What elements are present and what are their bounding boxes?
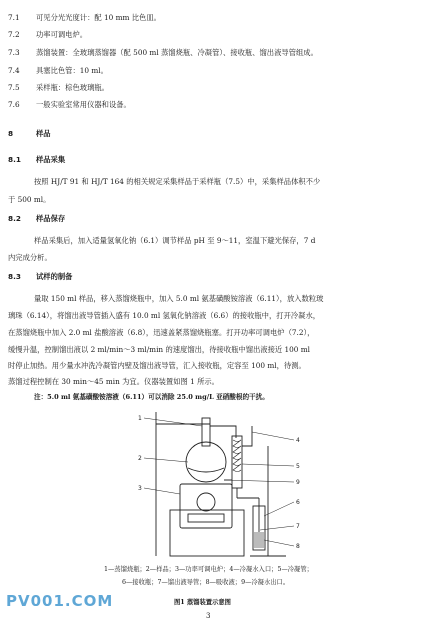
paragraph-8-3-line: 时停止加热。用少量水冲洗冷凝管内壁及馏出液导管，汇入接收瓶，定容至 100 ml，待测。 (8, 361, 306, 370)
section-8-3-heading: 8.3 试样的制备 (8, 272, 73, 281)
diagram-label-8: 8 (296, 543, 300, 550)
paragraph-8-2-line: 样品采集后，加入适量氢氧化钠（6.1）调节样品 pH 至 9～11，室温下避光保存，7 d (34, 236, 316, 245)
section-8-heading: 8 样品 (8, 129, 51, 138)
base-block (170, 510, 244, 556)
paragraph-8-3-line: 在蒸馏烧瓶中加入 2.0 ml 盐酸溶液（6.8），迅速盖紧蒸馏烧瓶塞。打开功率可调电炉（7.2）， (8, 328, 315, 337)
section-8-2-heading: 8.2 样品保存 (8, 214, 66, 223)
diagram-label-2: 2 (138, 455, 142, 462)
item-7-6: 7.6 一般实验室常用仪器和设备。 (8, 100, 131, 109)
paragraph-8-3-line: 璃珠（6.14），将馏出液导管插入盛有 10.0 ml 氢氧化钠溶液（6.6）的接收瓶中，打开冷凝水， (8, 311, 321, 320)
diagram-label-9: 9 (296, 479, 300, 486)
diagram-label-6: 6 (296, 499, 300, 506)
note-text: 注：5.0 ml 氨基磺酸铵溶液（6.11）可以消除 25.0 mg/L 亚硝酸根的干扰。 (34, 393, 269, 401)
distillation-flask (186, 442, 226, 482)
diagram-label-7: 7 (296, 523, 300, 530)
paragraph-8-3-line: 缓慢升温，控制馏出液以 2 ml/min～3 ml/min 的速度馏出，待接收瓶中馏出液接近 100 ml (8, 345, 311, 354)
paragraph-8-3-line: 蒸馏过程控制在 30 min～45 min 为宜。仪器装置如图 1 所示。 (8, 377, 219, 386)
paragraph-8-1-line: 于 500 ml。 (8, 195, 51, 204)
watermark-text: PV001.COM (6, 592, 114, 610)
section-8-1-heading: 8.1 样品采集 (8, 155, 66, 164)
paragraph-8-3-line: 量取 150 ml 样品，移入蒸馏烧瓶中，加入 5.0 ml 氨基磺酸铵溶液（6.11），放入数粒玻 (34, 294, 324, 303)
item-7-2: 7.2 功率可调电炉。 (8, 30, 88, 39)
figure-caption: 图1 蒸馏装置示意图 (174, 599, 231, 606)
item-7-1: 7.1 可见分光光度计：配 10 mm 比色皿。 (8, 13, 161, 22)
paragraph-8-1-line: 按照 HJ/T 91 和 HJ/T 164 的相关规定采集样品于采样瓶（7.5）中，采集样品体积不少 (34, 177, 321, 186)
diagram-label-3: 3 (138, 485, 142, 492)
diagram-label-4: 4 (296, 437, 300, 444)
paragraph-8-2-line: 内完成分析。 (8, 253, 52, 262)
item-7-3: 7.3 蒸馏装置：全玻璃蒸馏器（配 500 ml 蒸馏烧瓶、冷凝管）、接收瓶、馏出液导管组成。 (8, 48, 318, 57)
page-number: 3 (206, 612, 211, 620)
distillation-apparatus-diagram (118, 400, 308, 572)
diagram-label-1: 1 (138, 415, 142, 422)
figure-legend-line: 1—蒸馏烧瓶；2—样品；3—功率可调电炉；4—冷凝水入口；5—冷凝管； (104, 566, 313, 573)
diagram-label-5: 5 (296, 463, 300, 470)
item-7-5: 7.5 采样瓶：棕色玻璃瓶。 (8, 83, 109, 92)
item-7-4: 7.4 具塞比色管：10 ml。 (8, 66, 108, 75)
figure-legend-line: 6—接收瓶；7—馏出液导管；8—吸收液；9—冷凝水出口。 (122, 579, 290, 586)
